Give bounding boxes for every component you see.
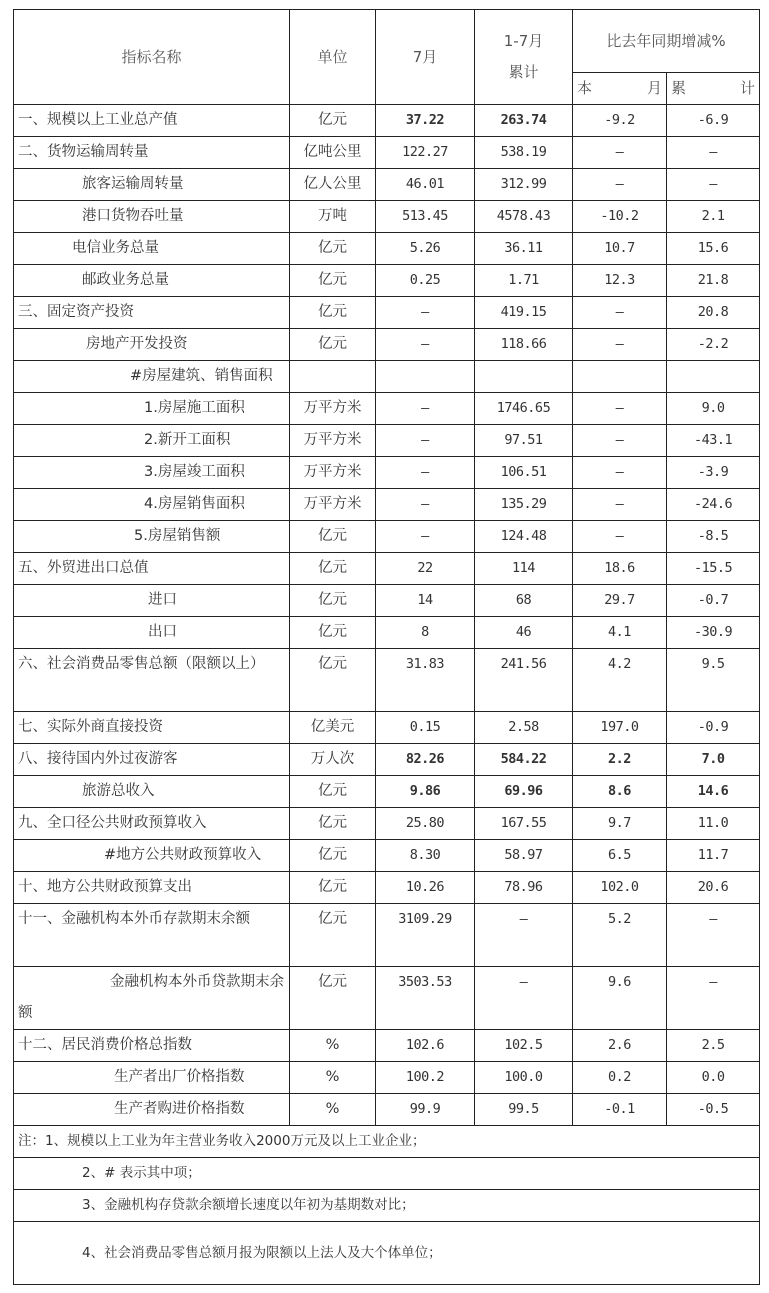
row-yoy-cumulative: 20.8 xyxy=(667,297,760,329)
row-name: 九、全口径公共财政预算收入 xyxy=(14,808,290,840)
row-name: 5.房屋销售额 xyxy=(14,521,290,553)
table-row xyxy=(14,361,760,393)
row-unit xyxy=(290,361,376,393)
row-month: — xyxy=(376,489,475,521)
row-yoy-cumulative: 9.0 xyxy=(667,393,760,425)
row-unit: 亿元 xyxy=(290,553,376,585)
row-unit: 亿元 xyxy=(290,297,376,329)
table-row xyxy=(14,297,760,329)
row-name: 十一、金融机构本外币存款期末余额 xyxy=(14,904,290,967)
row-cumulative: 46 xyxy=(475,617,573,649)
table-row xyxy=(14,521,760,553)
row-month: — xyxy=(376,521,475,553)
table-row xyxy=(14,776,760,808)
note-1: 注：1、规模以上工业为年主营业务收入2000万元及以上工业企业； xyxy=(14,1126,760,1158)
note-row xyxy=(14,1126,760,1158)
row-name: 生产者购进价格指数 xyxy=(14,1094,290,1126)
row-month: — xyxy=(376,393,475,425)
row-name: 邮政业务总量 xyxy=(14,265,290,297)
row-yoy-cumulative: -0.9 xyxy=(667,712,760,744)
row-yoy-month: — xyxy=(573,489,667,521)
table-row xyxy=(14,233,760,265)
row-name: 七、实际外商直接投资 xyxy=(14,712,290,744)
row-name: 三、固定资产投资 xyxy=(14,297,290,329)
row-cumulative: 99.5 xyxy=(475,1094,573,1126)
row-unit: 亿元 xyxy=(290,329,376,361)
row-name: 港口货物吞吐量 xyxy=(14,201,290,233)
note-4: 4、社会消费品零售总额月报为限额以上法人及大个体单位； xyxy=(14,1222,760,1285)
row-unit: 亿元 xyxy=(290,617,376,649)
header-month: 7月 xyxy=(376,10,475,105)
row-yoy-month: 9.6 xyxy=(573,967,667,1030)
row-month xyxy=(376,361,475,393)
table-row xyxy=(14,649,760,712)
note-row xyxy=(14,1190,760,1222)
row-unit: 亿元 xyxy=(290,233,376,265)
row-month: 100.2 xyxy=(376,1062,475,1094)
table-row xyxy=(14,967,760,1030)
row-yoy-month: — xyxy=(573,457,667,489)
row-unit: 亿美元 xyxy=(290,712,376,744)
table-row xyxy=(14,457,760,489)
row-month: 31.83 xyxy=(376,649,475,712)
row-unit: 亿元 xyxy=(290,585,376,617)
row-yoy-cumulative: 0.0 xyxy=(667,1062,760,1094)
row-yoy-month: — xyxy=(573,393,667,425)
row-yoy-month: — xyxy=(573,169,667,201)
row-unit: 亿元 xyxy=(290,967,376,1030)
table-row xyxy=(14,329,760,361)
row-yoy-month: 5.2 xyxy=(573,904,667,967)
row-yoy-cumulative: — xyxy=(667,967,760,1030)
row-unit: 亿元 xyxy=(290,521,376,553)
row-yoy-cumulative: 2.5 xyxy=(667,1030,760,1062)
row-cumulative: 538.19 xyxy=(475,137,573,169)
table-row xyxy=(14,744,760,776)
row-unit: 亿元 xyxy=(290,265,376,297)
row-month: 9.86 xyxy=(376,776,475,808)
row-name: 4.房屋销售面积 xyxy=(14,489,290,521)
row-yoy-cumulative: -24.6 xyxy=(667,489,760,521)
row-month: — xyxy=(376,329,475,361)
row-yoy-month: 0.2 xyxy=(573,1062,667,1094)
row-unit: 万人次 xyxy=(290,744,376,776)
row-month: 37.22 xyxy=(376,105,475,137)
table-row xyxy=(14,1030,760,1062)
row-name: 1.房屋施工面积 xyxy=(14,393,290,425)
row-yoy-month: 2.6 xyxy=(573,1030,667,1062)
row-yoy-cumulative xyxy=(667,361,760,393)
row-cumulative: 241.56 xyxy=(475,649,573,712)
row-name: 旅客运输周转量 xyxy=(14,169,290,201)
row-name: 2.新开工面积 xyxy=(14,425,290,457)
row-month: 3109.29 xyxy=(376,904,475,967)
row-yoy-cumulative: 7.0 xyxy=(667,744,760,776)
row-unit: % xyxy=(290,1030,376,1062)
table-row xyxy=(14,425,760,457)
table-row xyxy=(14,840,760,872)
header-unit: 单位 xyxy=(290,10,376,105)
row-cumulative: 263.74 xyxy=(475,105,573,137)
header-yoy: 比去年同期增减% xyxy=(573,10,760,73)
table-row xyxy=(14,553,760,585)
row-yoy-month: 9.7 xyxy=(573,808,667,840)
row-month: 99.9 xyxy=(376,1094,475,1126)
note-3: 3、金融机构存贷款余额增长速度以年初为基期数对比； xyxy=(14,1190,760,1222)
row-cumulative: 118.66 xyxy=(475,329,573,361)
row-yoy-month: 10.7 xyxy=(573,233,667,265)
table-row xyxy=(14,1062,760,1094)
row-month: 82.26 xyxy=(376,744,475,776)
row-cumulative: 124.48 xyxy=(475,521,573,553)
row-yoy-month: 197.0 xyxy=(573,712,667,744)
row-month: 8.30 xyxy=(376,840,475,872)
table-row xyxy=(14,712,760,744)
table-row xyxy=(14,105,760,137)
row-name: 生产者出厂价格指数 xyxy=(14,1062,290,1094)
table-row xyxy=(14,201,760,233)
row-cumulative: 584.22 xyxy=(475,744,573,776)
row-cumulative: 135.29 xyxy=(475,489,573,521)
row-month: — xyxy=(376,457,475,489)
row-month: — xyxy=(376,425,475,457)
row-cumulative xyxy=(475,361,573,393)
header-row xyxy=(14,10,760,73)
header-indicator-name: 指标名称 xyxy=(14,10,290,105)
row-cumulative: 2.58 xyxy=(475,712,573,744)
row-name: 房地产开发投资 xyxy=(14,329,290,361)
row-name: #地方公共财政预算收入 xyxy=(14,840,290,872)
row-month: 3503.53 xyxy=(376,967,475,1030)
row-yoy-cumulative: -6.9 xyxy=(667,105,760,137)
row-unit: 亿吨公里 xyxy=(290,137,376,169)
row-yoy-cumulative: -0.5 xyxy=(667,1094,760,1126)
row-yoy-cumulative: 11.7 xyxy=(667,840,760,872)
row-month: 46.01 xyxy=(376,169,475,201)
row-unit: 亿元 xyxy=(290,872,376,904)
table-row xyxy=(14,489,760,521)
statistics-table xyxy=(13,9,760,1285)
row-yoy-month: 102.0 xyxy=(573,872,667,904)
row-yoy-cumulative: 11.0 xyxy=(667,808,760,840)
row-yoy-month: 4.2 xyxy=(573,649,667,712)
table-row xyxy=(14,169,760,201)
row-yoy-month: -9.2 xyxy=(573,105,667,137)
row-month: 5.26 xyxy=(376,233,475,265)
row-name: 六、社会消费品零售总额（限额以上） xyxy=(14,649,290,712)
row-cumulative: 102.5 xyxy=(475,1030,573,1062)
note-row xyxy=(14,1158,760,1190)
row-cumulative: 78.96 xyxy=(475,872,573,904)
row-yoy-cumulative: -0.7 xyxy=(667,585,760,617)
row-name: #房屋建筑、销售面积 xyxy=(14,361,290,393)
row-yoy-cumulative: -2.2 xyxy=(667,329,760,361)
row-month: 25.80 xyxy=(376,808,475,840)
table-row xyxy=(14,904,760,967)
row-name: 进口 xyxy=(14,585,290,617)
row-yoy-month: — xyxy=(573,425,667,457)
row-month: 0.25 xyxy=(376,265,475,297)
row-cumulative: 106.51 xyxy=(475,457,573,489)
row-name: 出口 xyxy=(14,617,290,649)
table-row xyxy=(14,585,760,617)
row-cumulative: 97.51 xyxy=(475,425,573,457)
header-cumulative: 1-7月 累计 xyxy=(475,10,573,105)
row-month: 14 xyxy=(376,585,475,617)
header-yoy-cumulative: 累 计 xyxy=(667,73,760,105)
row-yoy-month: 18.6 xyxy=(573,553,667,585)
row-name: 3.房屋竣工面积 xyxy=(14,457,290,489)
row-yoy-cumulative: -8.5 xyxy=(667,521,760,553)
row-name: 金融机构本外币贷款期末余额 xyxy=(14,967,290,1030)
row-yoy-month: — xyxy=(573,521,667,553)
row-unit: 亿元 xyxy=(290,649,376,712)
row-yoy-cumulative: -15.5 xyxy=(667,553,760,585)
row-yoy-cumulative: 21.8 xyxy=(667,265,760,297)
row-cumulative: 114 xyxy=(475,553,573,585)
row-name: 十、地方公共财政预算支出 xyxy=(14,872,290,904)
row-yoy-cumulative: 9.5 xyxy=(667,649,760,712)
row-name: 八、接待国内外过夜游客 xyxy=(14,744,290,776)
row-yoy-month: 8.6 xyxy=(573,776,667,808)
row-cumulative: 167.55 xyxy=(475,808,573,840)
row-yoy-month: -0.1 xyxy=(573,1094,667,1126)
row-yoy-cumulative: 20.6 xyxy=(667,872,760,904)
row-yoy-month: 6.5 xyxy=(573,840,667,872)
row-name: 二、货物运输周转量 xyxy=(14,137,290,169)
row-unit: 亿元 xyxy=(290,105,376,137)
table-row xyxy=(14,137,760,169)
row-unit: 万平方米 xyxy=(290,489,376,521)
row-unit: 亿元 xyxy=(290,808,376,840)
table-row xyxy=(14,808,760,840)
row-cumulative: 1.71 xyxy=(475,265,573,297)
row-unit: 亿元 xyxy=(290,776,376,808)
row-unit: 亿元 xyxy=(290,904,376,967)
row-yoy-month: -10.2 xyxy=(573,201,667,233)
table-row xyxy=(14,617,760,649)
row-cumulative: 36.11 xyxy=(475,233,573,265)
row-cumulative: 58.97 xyxy=(475,840,573,872)
note-2: 2、# 表示其中项； xyxy=(14,1158,760,1190)
row-yoy-cumulative: -43.1 xyxy=(667,425,760,457)
row-name: 一、规模以上工业总产值 xyxy=(14,105,290,137)
row-yoy-month xyxy=(573,361,667,393)
row-unit: 万平方米 xyxy=(290,425,376,457)
row-cumulative: — xyxy=(475,967,573,1030)
row-name: 五、外贸进出口总值 xyxy=(14,553,290,585)
row-yoy-month: 2.2 xyxy=(573,744,667,776)
row-unit: 万平方米 xyxy=(290,457,376,489)
row-yoy-month: 4.1 xyxy=(573,617,667,649)
row-month: 122.27 xyxy=(376,137,475,169)
row-unit: % xyxy=(290,1062,376,1094)
row-yoy-cumulative: 2.1 xyxy=(667,201,760,233)
row-yoy-month: — xyxy=(573,329,667,361)
row-cumulative: — xyxy=(475,904,573,967)
row-cumulative: 4578.43 xyxy=(475,201,573,233)
row-yoy-cumulative: -3.9 xyxy=(667,457,760,489)
table-row xyxy=(14,393,760,425)
row-yoy-cumulative: — xyxy=(667,169,760,201)
row-cumulative: 312.99 xyxy=(475,169,573,201)
row-month: 102.6 xyxy=(376,1030,475,1062)
row-cumulative: 419.15 xyxy=(475,297,573,329)
row-month: — xyxy=(376,297,475,329)
row-unit: 亿人公里 xyxy=(290,169,376,201)
header-yoy-month: 本 月 xyxy=(573,73,667,105)
row-unit: 亿元 xyxy=(290,840,376,872)
row-month: 0.15 xyxy=(376,712,475,744)
row-yoy-cumulative: -30.9 xyxy=(667,617,760,649)
row-unit: % xyxy=(290,1094,376,1126)
row-unit: 万平方米 xyxy=(290,393,376,425)
row-unit: 万吨 xyxy=(290,201,376,233)
table-row xyxy=(14,872,760,904)
row-month: 10.26 xyxy=(376,872,475,904)
note-row xyxy=(14,1222,760,1285)
row-cumulative: 69.96 xyxy=(475,776,573,808)
row-cumulative: 100.0 xyxy=(475,1062,573,1094)
row-yoy-cumulative: — xyxy=(667,137,760,169)
row-yoy-month: 29.7 xyxy=(573,585,667,617)
row-yoy-month: — xyxy=(573,297,667,329)
row-yoy-cumulative: 15.6 xyxy=(667,233,760,265)
table-row xyxy=(14,265,760,297)
row-yoy-cumulative: — xyxy=(667,904,760,967)
row-month: 513.45 xyxy=(376,201,475,233)
row-cumulative: 1746.65 xyxy=(475,393,573,425)
row-yoy-cumulative: 14.6 xyxy=(667,776,760,808)
row-month: 22 xyxy=(376,553,475,585)
row-month: 8 xyxy=(376,617,475,649)
row-name: 电信业务总量 xyxy=(14,233,290,265)
row-yoy-month: — xyxy=(573,137,667,169)
row-yoy-month: 12.3 xyxy=(573,265,667,297)
table-row xyxy=(14,1094,760,1126)
row-name: 十二、居民消费价格总指数 xyxy=(14,1030,290,1062)
row-name: 旅游总收入 xyxy=(14,776,290,808)
row-cumulative: 68 xyxy=(475,585,573,617)
